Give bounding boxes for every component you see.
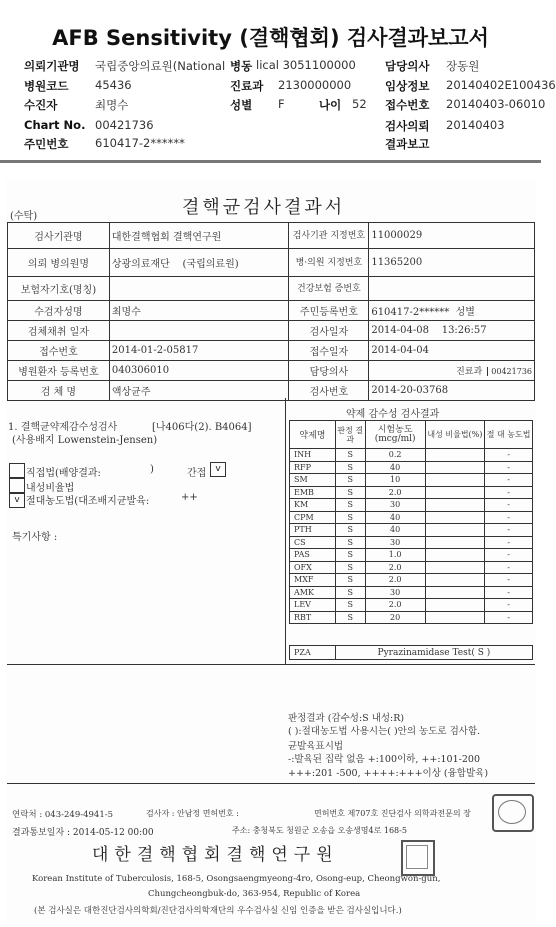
field-value: 52 <box>352 97 367 111</box>
drug-absolute: - <box>485 499 533 512</box>
drug-absolute: - <box>485 486 533 499</box>
field-value: 최명수 <box>95 98 129 112</box>
field-label: 병원코드 <box>24 79 69 93</box>
field-value: 45436 <box>95 78 132 92</box>
cell-value: 대한결핵협회 결핵연구원 <box>109 223 289 249</box>
field-label: 의뢰기관명 <box>24 59 80 73</box>
cell-label: 병원환자 등록번호 <box>8 361 110 381</box>
footer-tester: 검사자 : 안남정 면허번호 : <box>146 809 239 818</box>
footer-phone: 연락처 : 043-249-4941-5 <box>12 810 114 820</box>
drug-concentration: 2.0 <box>365 486 425 499</box>
field-value: 20140403-06010 <box>446 97 546 111</box>
cell-label: 병·의원 지정번호 <box>289 249 369 277</box>
footer-org-en: Korean Institute of Tuberculosis, 168-5, Osongsaengmyeong-4ro, Osong-eup, Cheongwon-gun, <box>32 874 441 884</box>
drug-name: LEV <box>290 599 336 612</box>
cell-label: 검사기관명 <box>8 223 110 249</box>
cell-label: 검사번호 <box>289 381 369 401</box>
drug-absolute: - <box>485 449 533 462</box>
drug-ratio <box>425 511 485 524</box>
drug-result: S <box>335 449 365 462</box>
field-label: 나이 <box>319 98 342 112</box>
drug-ratio <box>425 574 485 587</box>
absolute-method-value: ++ <box>181 492 198 503</box>
drug-name: MXF <box>290 574 336 587</box>
cell-label: 검체채취 일자 <box>8 321 110 341</box>
cell-value <box>109 277 289 301</box>
col-header: 시험농도 (mcg/ml) <box>365 421 425 449</box>
header-divider <box>0 160 541 163</box>
direct-method-label: 직접법(배양결과: <box>26 468 101 479</box>
cell-label: 검사기관 지정번호 <box>289 223 369 249</box>
direct-method-checkbox <box>9 463 25 478</box>
drug-name: SM <box>290 474 336 487</box>
footer-org-en: Chungcheongbuk-do, 363-954, Republic of Korea <box>148 889 361 899</box>
field-label: 담당의사 <box>385 59 430 73</box>
pza-label: PZA <box>290 646 336 660</box>
cell-label: 검 체 명 <box>8 381 110 401</box>
info-table <box>7 222 535 401</box>
drug-ratio <box>425 524 485 537</box>
corner-note: (수탁) <box>10 211 38 222</box>
field-value: 장동원 <box>446 59 480 73</box>
field-value: F <box>278 97 285 111</box>
drug-result: S <box>335 561 365 574</box>
dept-value: 00421736 <box>487 367 532 376</box>
test-medium: (사용배지 Lowenstein-Jensen) <box>12 435 158 446</box>
indirect-method-checkbox: v <box>210 462 226 477</box>
drug-result: S <box>335 511 365 524</box>
field-value: 00421736 <box>95 118 154 132</box>
field-value: 20140402E100436 <box>446 78 556 92</box>
drug-name: INH <box>290 449 336 462</box>
legend-line: 판정결과 (감수성:S 내성:R) <box>288 713 405 724</box>
legend-line: 균발육표시법 <box>288 741 344 752</box>
col-header: 절 대 농도법 <box>485 421 533 449</box>
pza-value: Pyrazinamidase Test( S ) <box>335 646 532 660</box>
field-label: 병동 <box>230 59 253 73</box>
drug-concentration: 2.0 <box>365 574 425 587</box>
drug-name: KM <box>290 499 336 512</box>
drug-row <box>290 499 533 512</box>
drug-name: RFP <box>290 461 336 474</box>
cell-value <box>369 321 535 341</box>
drug-row <box>290 474 533 487</box>
drug-ratio <box>425 561 485 574</box>
col-header: 내성 비율법(%) <box>425 421 485 449</box>
dept-label: 진료과 <box>456 367 483 377</box>
drug-concentration: 1.0 <box>365 549 425 562</box>
indirect-method-label: 간접 <box>187 468 207 479</box>
drug-name: EMB <box>290 486 336 499</box>
field-label: 접수번호 <box>385 98 430 112</box>
test-time: 13:26:57 <box>441 325 487 336</box>
cell-value: 2014-20-03768 <box>369 381 535 401</box>
legend-line: -:발육된 집락 없음 +:100이하, ++:101-200 <box>288 754 480 765</box>
col-header: 판정 결과 <box>335 421 365 449</box>
drug-result: S <box>335 574 365 587</box>
footer-address: 주소: 충청북도 청원군 오송읍 오송생명4로 168-5 <box>232 826 407 835</box>
field-label: Chart No. <box>24 118 86 132</box>
drug-result: S <box>335 474 365 487</box>
drug-absolute: - <box>485 599 533 612</box>
test-date: 2014-04-08 <box>371 325 429 336</box>
cell-label: 접수번호 <box>8 341 110 361</box>
cell-label: 건강보험 증번호 <box>289 277 369 301</box>
col-header: 약제명 <box>290 421 336 449</box>
drug-ratio <box>425 474 485 487</box>
drug-result: S <box>335 461 365 474</box>
cell-value: 최명수 <box>109 301 289 321</box>
drug-absolute: - <box>485 474 533 487</box>
drug-ratio <box>425 486 485 499</box>
drug-ratio <box>425 611 485 624</box>
field-value: 국립중앙의료원(National <box>95 59 226 73</box>
drug-concentration: 40 <box>365 524 425 537</box>
drug-row <box>290 524 533 537</box>
report-title: AFB Sensitivity (결핵협회) 검사결과보고서 <box>52 26 489 50</box>
drug-row <box>290 611 533 624</box>
drug-name: AMK <box>290 586 336 599</box>
cell-value: 2014-04-04 <box>369 341 535 361</box>
drug-row <box>290 536 533 549</box>
cell-value: 040306010 <box>109 361 289 381</box>
column-divider <box>285 398 286 664</box>
org-seal-stamp <box>401 840 435 876</box>
drug-result: S <box>335 499 365 512</box>
cell-value <box>369 301 535 321</box>
drug-absolute: - <box>485 524 533 537</box>
drug-ratio <box>425 536 485 549</box>
drug-concentration: 40 <box>365 511 425 524</box>
cell-label: 보험자기호(명칭) <box>8 277 110 301</box>
drug-table-title: 약제 감수성 검사결과 <box>346 409 440 420</box>
drug-name: RBT <box>290 611 336 624</box>
drug-concentration: 30 <box>365 499 425 512</box>
drug-result: S <box>335 549 365 562</box>
drug-ratio <box>425 599 485 612</box>
drug-absolute: - <box>485 586 533 599</box>
drug-row <box>290 574 533 587</box>
drug-concentration: 40 <box>365 461 425 474</box>
footer-cert: (본 검사실은 대한진단검사의학회/진단검사의학재단의 우수검사실 신임 인증을 받은 검사실입니다.) <box>34 906 402 916</box>
field-value: 20140403 <box>446 118 505 132</box>
drug-table-header <box>290 421 533 449</box>
ratio-method-label: 내성비율법 <box>26 483 75 494</box>
drug-row <box>290 549 533 562</box>
cell-value: 2014-01-2-05817 <box>109 341 289 361</box>
field-label: 검사의뢰 <box>385 119 430 133</box>
drug-result: S <box>335 536 365 549</box>
official-seal-stamp <box>492 794 534 832</box>
cell-value <box>369 277 535 301</box>
drug-concentration: 30 <box>365 536 425 549</box>
field-label: 성별 <box>230 98 253 112</box>
field-label: 임상정보 <box>385 79 430 93</box>
absolute-method-checkbox: v <box>9 493 25 508</box>
rrn-value: 610417-2****** <box>371 307 450 318</box>
drug-name: CPM <box>290 511 336 524</box>
footer-report-date: 결과통보일자 : 2014-05-12 00:00 <box>12 828 154 838</box>
cell-value: 11365200 <box>369 249 535 277</box>
drug-absolute: - <box>485 574 533 587</box>
field-label: 결과보고 <box>385 137 430 151</box>
cell-label: 의뢰 병의원명 <box>8 249 110 277</box>
drug-concentration: 2.0 <box>365 599 425 612</box>
req-name: 상광의료재단 <box>111 259 170 270</box>
drug-absolute: - <box>485 511 533 524</box>
drug-name: PTH <box>290 524 336 537</box>
drug-absolute: - <box>485 549 533 562</box>
test-item-title: 1. 결핵균약제감수성검사 <box>8 422 118 433</box>
drug-absolute: - <box>485 461 533 474</box>
ratio-method-checkbox <box>9 478 25 493</box>
cell-value <box>369 361 535 381</box>
report-doc-title: 결핵균검사결과서 <box>182 197 346 218</box>
drug-concentration: 2.0 <box>365 561 425 574</box>
section-divider <box>7 664 535 665</box>
req-name-sub: (국립의료원) <box>182 259 239 270</box>
field-label: 주민번호 <box>24 137 69 151</box>
drug-row <box>290 599 533 612</box>
drug-absolute: - <box>485 536 533 549</box>
drug-name: CS <box>290 536 336 549</box>
drug-row <box>290 586 533 599</box>
cell-value <box>109 249 289 277</box>
absolute-method-label: 절대농도법(대조배지균발육: <box>26 496 150 507</box>
direct-method-paren: ) <box>150 464 154 475</box>
drug-concentration: 20 <box>365 611 425 624</box>
drug-row <box>290 511 533 524</box>
drug-result: S <box>335 599 365 612</box>
test-item-code: [나406다(2). B4064] <box>152 422 252 433</box>
field-value: 610417-2****** <box>95 136 185 150</box>
field-label: 수진자 <box>24 98 58 112</box>
field-value: lical 3051100000 <box>256 58 356 72</box>
drug-concentration: 10 <box>365 474 425 487</box>
cell-label: 검사일자 <box>289 321 369 341</box>
drug-result: S <box>335 524 365 537</box>
drug-concentration: 0.2 <box>365 449 425 462</box>
drug-ratio <box>425 499 485 512</box>
drug-name: OFX <box>290 561 336 574</box>
drug-ratio <box>425 549 485 562</box>
drug-result: S <box>335 611 365 624</box>
cell-value: 11000029 <box>369 223 535 249</box>
drug-row <box>290 561 533 574</box>
footer-org-name: 대한결핵협회결핵연구원 <box>92 845 339 865</box>
drug-ratio <box>425 449 485 462</box>
drug-ratio <box>425 461 485 474</box>
legend-line: ( ):절대농도법 사용시는( )안의 농도로 검사함. <box>288 726 481 737</box>
cell-label: 접수일자 <box>289 341 369 361</box>
section-divider <box>7 783 535 784</box>
drug-name: PAS <box>290 549 336 562</box>
legend-line: +++:201 -500, ++++:+++이상 (융합발육) <box>288 768 489 779</box>
cell-value <box>109 321 289 341</box>
drug-row <box>290 449 533 462</box>
cell-label: 주민등록번호 <box>289 301 369 321</box>
special-notes-label: 특기사항 : <box>12 532 58 543</box>
field-value: 2130000000 <box>278 78 352 92</box>
cell-label: 수검자성명 <box>8 301 110 321</box>
drug-result: S <box>335 486 365 499</box>
sex-label: 성별 <box>455 307 475 318</box>
drug-absolute: - <box>485 611 533 624</box>
footer-license: 면허번호 제707호 진단검사 의학과전문의 장 <box>314 809 471 818</box>
drug-table <box>289 420 533 624</box>
drug-result: S <box>335 586 365 599</box>
drug-concentration: 30 <box>365 586 425 599</box>
cell-value: 액상균주 <box>109 381 289 401</box>
drug-row <box>290 461 533 474</box>
drug-row <box>290 486 533 499</box>
field-label: 진료과 <box>230 79 264 93</box>
pza-row <box>289 645 533 660</box>
cell-label: 담당의사 <box>289 361 369 381</box>
drug-absolute: - <box>485 561 533 574</box>
drug-ratio <box>425 586 485 599</box>
